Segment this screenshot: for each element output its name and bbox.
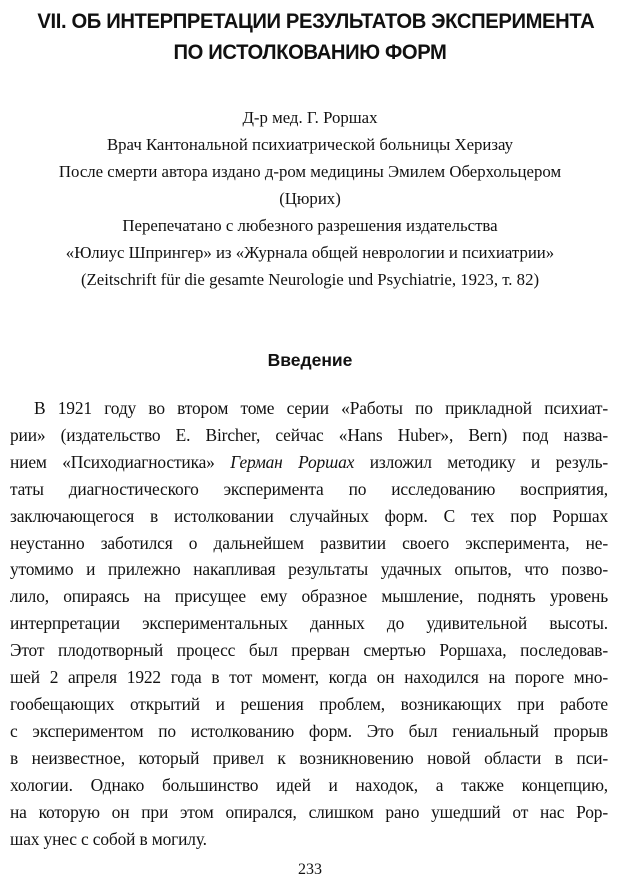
text-line: гообещающих открытий и решения проблем, возникающих при работе <box>10 693 608 714</box>
text-line: шей 2 апреля 1922 года в тот момент, когда он находился на пороге мно- <box>10 667 608 688</box>
reprint-source: (Zeitschrift für die gesamte Neurologie und Psychiatrie, 1923, т. 82) <box>80 270 540 289</box>
text-fragment: нием «Психодиагностика» <box>10 451 231 472</box>
text-line: утомимо и прилежно накапливая результаты удачных опытов, что позво- <box>10 559 608 580</box>
text-line: хологии. Однако большинство идей и находок, а также концепцию, <box>10 774 608 795</box>
text-line <box>10 449 608 476</box>
text-line: рии» (издательство E. Bircher, сейчас «Hans Huber», Bern) под назва- <box>10 424 608 445</box>
chapter-title-line: ПО ИСТОЛКОВАНИЮ ФОРМ <box>173 40 447 64</box>
introduction-paragraph <box>10 395 608 852</box>
text-line: с экспериментом по истолкованию форм. Это был гениальный прорыв <box>10 720 608 741</box>
editor-city: (Цюрих) <box>279 189 341 208</box>
text-line: в неизвестное, который привел к возникновению новой области в пси- <box>10 747 608 768</box>
author-name: Д-р мед. Г. Роршах <box>242 108 378 127</box>
text-line: шах унес с собой в могилу. <box>10 828 207 849</box>
reprint-note: «Юлиус Шпрингер» из «Журнала общей неврологии и психиатрии» <box>65 243 555 262</box>
section-heading: Введение <box>267 350 353 370</box>
page-number: 233 <box>298 861 322 878</box>
text-line: Этот плодотворный процесс был прерван смертью Роршаха, последовав- <box>10 640 608 661</box>
reprint-note: Перепечатано с любезного разрешения издательства <box>122 216 498 235</box>
editor-note: После смерти автора издано д-ром медицины Эмилем Оберхольцером <box>58 162 562 181</box>
text-line: неустанно заботился о дальнейшем развитии своего эксперимента, не- <box>10 532 608 553</box>
author-name-emphasis: Герман Роршах <box>230 451 355 472</box>
text-line: заключающегося в истолковании случайных форм. С тех пор Роршах <box>10 505 608 526</box>
text-line: лило, опираясь на присущее ему образное мышление, поднять уровень <box>10 586 608 607</box>
text-line: В 1921 году во втором томе серии «Работы по прикладной психиат- <box>34 398 608 418</box>
author-position: Врач Кантональной психиатрической больницы Херизау <box>106 135 514 154</box>
text-line: таты диагностического эксперимента по исследованию восприятия, <box>10 478 608 499</box>
text-line: на которую он при этом опирался, слишком рано ушедший от нас Рор- <box>10 801 608 822</box>
text-fragment: изложил методику и резуль- <box>354 451 608 472</box>
attribution-block <box>0 104 620 293</box>
chapter-title-line: VII. ОБ ИНТЕРПРЕТАЦИИ РЕЗУЛЬТАТОВ ЭКСПЕРИМЕНТА <box>37 9 595 33</box>
chapter-title <box>37 6 595 68</box>
text-line: интерпретации экспериментальных данных до удивительной высоты. <box>10 613 608 634</box>
